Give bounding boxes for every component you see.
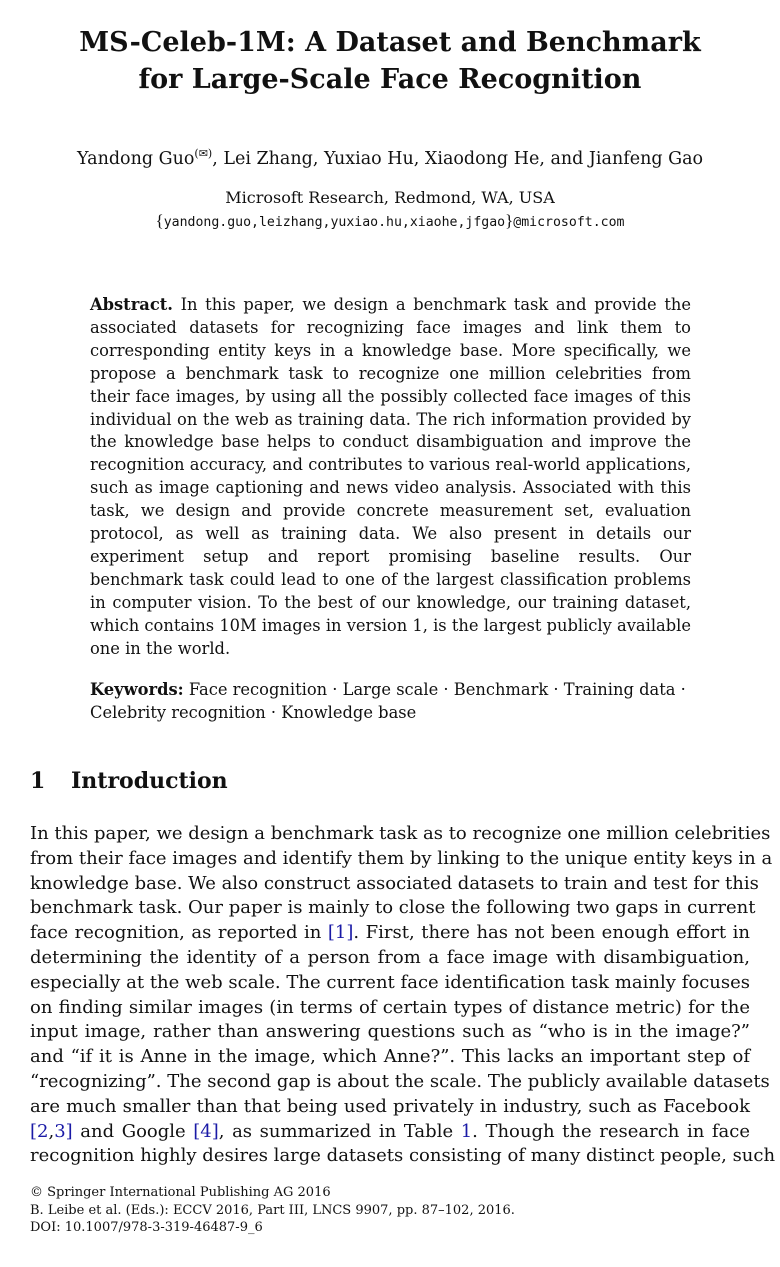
citation-link[interactable]: 3] xyxy=(54,1120,73,1142)
intro-line: “recognizing”. The second gap is about the scale. The publicly available datasets xyxy=(30,1070,770,1092)
introduction-body xyxy=(30,822,776,1169)
intro-text: . Though the research in face xyxy=(472,1120,750,1142)
title-line-1: MS-Celeb-1M: A Dataset and Benchmark xyxy=(79,27,701,58)
intro-line xyxy=(30,1120,750,1145)
abstract xyxy=(90,294,691,661)
citation-link[interactable]: [1] xyxy=(327,922,354,944)
intro-line: determining the identity of a person from a face image with disambiguation, xyxy=(30,946,750,968)
abstract-text: In this paper, we design a benchmark task and provide the associated datasets for recognizing face images and link them to corresponding entity keys in a knowledge base. More specifically, we propose a benchmark task to recognize one million celebrities from their face images, by using all the possibly collected face images of this individual on the web as training data. The rich information provided by the knowledge base helps to conduct disambiguation and improve the recognition accuracy, and contributes to various real-world applications, such as image captioning and news video analysis. Associated with this task, we design and provide concrete measurement set, evaluation protocol, as well as training data. We also present in details our experiment setup and report promising baseline results. Our benchmark task could lead to one of the largest classification problems in computer vision. To the best of our knowledge, our training dataset, which contains 10M images in version 1, is the largest publicly available one in the world. xyxy=(90,295,691,658)
keywords xyxy=(90,679,691,725)
intro-text: and Google xyxy=(72,1120,194,1142)
intro-text: , as summarized in Table xyxy=(218,1120,461,1142)
publication-footer xyxy=(30,1184,515,1237)
section-title: Introduction xyxy=(71,768,228,794)
doi: DOI: 10.1007/978-3-319-46487-9_6 xyxy=(30,1220,263,1236)
keywords-text: Face recognition · Large scale · Benchmark · Training data · Celebrity recognition · Knowledge base xyxy=(90,680,686,722)
citation-link[interactable]: [2 xyxy=(30,1120,49,1142)
keywords-label: Keywords: xyxy=(90,680,184,699)
table-reference-link[interactable]: 1 xyxy=(460,1120,473,1142)
email-names: yandong.guo,leizhang,yuxiao.hu,xiaohe,jfgao xyxy=(163,215,506,230)
email-domain: @microsoft.com xyxy=(513,215,625,230)
intro-line: from their face images and identify them by linking to the unique entity keys in a xyxy=(30,847,773,869)
intro-line: and “if it is Anne in the image, which Anne?”. This lacks an important step of xyxy=(30,1046,750,1068)
intro-line: benchmark task. Our paper is mainly to close the following two gaps in current xyxy=(30,897,756,919)
paper-title xyxy=(40,24,740,98)
intro-line: on finding similar images (in terms of certain types of distance metric) for the xyxy=(30,996,750,1018)
intro-line: especially at the web scale. The current face identification task mainly focuses xyxy=(30,971,750,993)
intro-line: are much smaller than that being used privately in industry, such as Facebook xyxy=(30,1095,750,1117)
intro-text: . First, there has not been enough effort in xyxy=(353,922,750,944)
affiliation: Microsoft Research, Redmond, WA, USA xyxy=(225,188,555,207)
email-open-brace: { xyxy=(155,211,164,230)
intro-line: In this paper, we design a benchmark task as to recognize one million celebrities xyxy=(30,823,771,844)
copyright-notice: © Springer International Publishing AG 2016 xyxy=(30,1185,331,1200)
section-number: 1 xyxy=(30,768,46,794)
intro-text: face recognition, as reported in xyxy=(30,922,328,944)
intro-line: recognition highly desires large datasets consisting of many distinct people, such xyxy=(30,1145,776,1167)
intro-line: input image, rather than answering questions such as “who is in the image?” xyxy=(30,1021,750,1043)
section-heading xyxy=(30,766,228,796)
citation-link[interactable]: [4] xyxy=(193,1120,219,1142)
intro-line: knowledge base. We also construct associated datasets to train and test for this xyxy=(30,872,759,894)
intro-line xyxy=(30,921,750,946)
author-emails xyxy=(20,210,760,234)
citation-separator: , xyxy=(48,1120,55,1142)
title-line-2: for Large-Scale Face Recognition xyxy=(138,64,642,95)
email-close-brace: } xyxy=(505,211,514,230)
corresponding-author-mark: (✉) xyxy=(194,147,213,160)
author-list xyxy=(20,141,760,172)
proceedings-info: B. Leibe et al. (Eds.): ECCV 2016, Part III, LNCS 9907, pp. 87–102, 2016. xyxy=(30,1202,515,1218)
other-authors: , Lei Zhang, Yuxiao Hu, Xiaodong He, and Jianfeng Gao xyxy=(212,148,704,169)
first-author: Yandong Guo xyxy=(76,148,195,169)
abstract-label: Abstract. xyxy=(90,295,173,314)
